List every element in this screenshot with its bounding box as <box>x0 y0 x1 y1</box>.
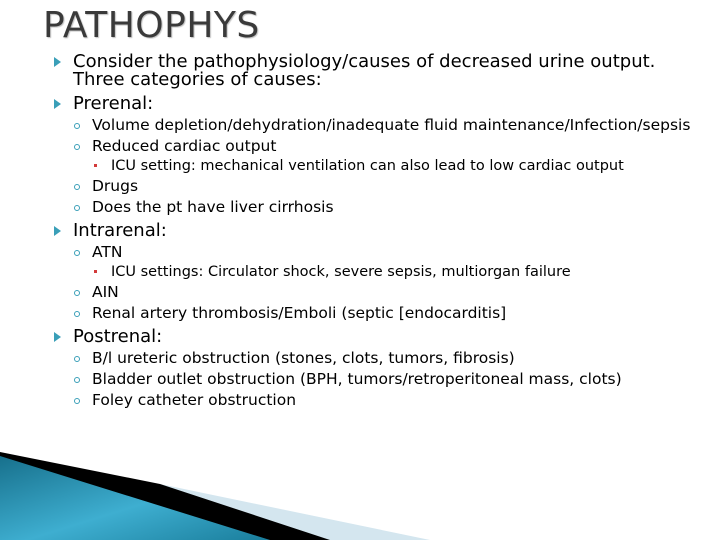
bullet-text: ICU setting: mechanical ventilation can also lead to low cardiac output <box>111 158 624 174</box>
bullet-text: Foley catheter obstruction <box>92 391 297 409</box>
bullet-item <box>52 284 692 301</box>
bullet-text: B/l ureteric obstruction (stones, clots, tumors, fibrosis) <box>92 349 515 367</box>
bullet-item <box>52 305 692 322</box>
bullet-text: Postrenal: <box>73 326 163 347</box>
circle-bullet-icon <box>74 184 80 190</box>
circle-bullet-icon <box>74 311 80 317</box>
triangle-bullet-icon <box>54 332 61 342</box>
swoosh-black-band <box>0 452 330 540</box>
circle-bullet-icon <box>74 290 80 296</box>
bullet-item <box>52 350 692 367</box>
circle-bullet-icon <box>74 250 80 256</box>
circle-bullet-icon <box>74 377 80 383</box>
circle-bullet-icon <box>74 398 80 404</box>
bullet-text: Drugs <box>92 177 139 195</box>
bullet-text: ICU settings: Circulator shock, severe sepsis, multiorgan failure <box>111 264 571 280</box>
bullet-list <box>52 53 692 409</box>
triangle-bullet-icon <box>54 57 61 67</box>
bullet-text: Intrarenal: <box>73 220 167 241</box>
bullet-item <box>52 199 692 216</box>
circle-bullet-icon <box>74 123 80 129</box>
bullet-item <box>52 117 692 134</box>
slide-title: PATHOPHYS <box>43 5 260 46</box>
bullet-item-prerenal <box>52 95 692 113</box>
bullet-item <box>52 53 692 89</box>
bullet-item <box>52 178 692 195</box>
square-bullet-icon <box>94 164 97 167</box>
triangle-bullet-icon <box>54 99 61 109</box>
bullet-text: ATN <box>92 243 123 261</box>
circle-bullet-icon <box>74 356 80 362</box>
circle-bullet-icon <box>74 205 80 211</box>
bullet-text: Consider the pathophysiology/causes of decreased urine output. Three categories of causes: <box>73 51 656 90</box>
bullet-text: Prerenal: <box>73 93 154 114</box>
bullet-text: Does the pt have liver cirrhosis <box>92 198 334 216</box>
bullet-text: AIN <box>92 283 119 301</box>
circle-bullet-icon <box>74 144 80 150</box>
bullet-text: Reduced cardiac output <box>92 137 277 155</box>
bullet-item <box>52 264 692 280</box>
bullet-item <box>52 392 692 409</box>
swoosh-light-band <box>160 484 430 540</box>
bullet-item-postrenal <box>52 328 692 346</box>
bullet-text: Volume depletion/dehydration/inadequate fluid maintenance/Infection/sepsis <box>92 116 691 134</box>
bullet-item <box>52 371 692 388</box>
bullet-text: Bladder outlet obstruction (BPH, tumors/retroperitoneal mass, clots) <box>92 370 622 388</box>
bullet-text: Renal artery thrombosis/Emboli (septic [endocarditis] <box>92 304 507 322</box>
swoosh-teal-fill <box>0 456 270 540</box>
bullet-item <box>52 158 692 174</box>
bullet-item <box>52 244 692 261</box>
triangle-bullet-icon <box>54 226 61 236</box>
square-bullet-icon <box>94 270 97 273</box>
bullet-item-intrarenal <box>52 222 692 240</box>
bullet-item <box>52 138 692 155</box>
